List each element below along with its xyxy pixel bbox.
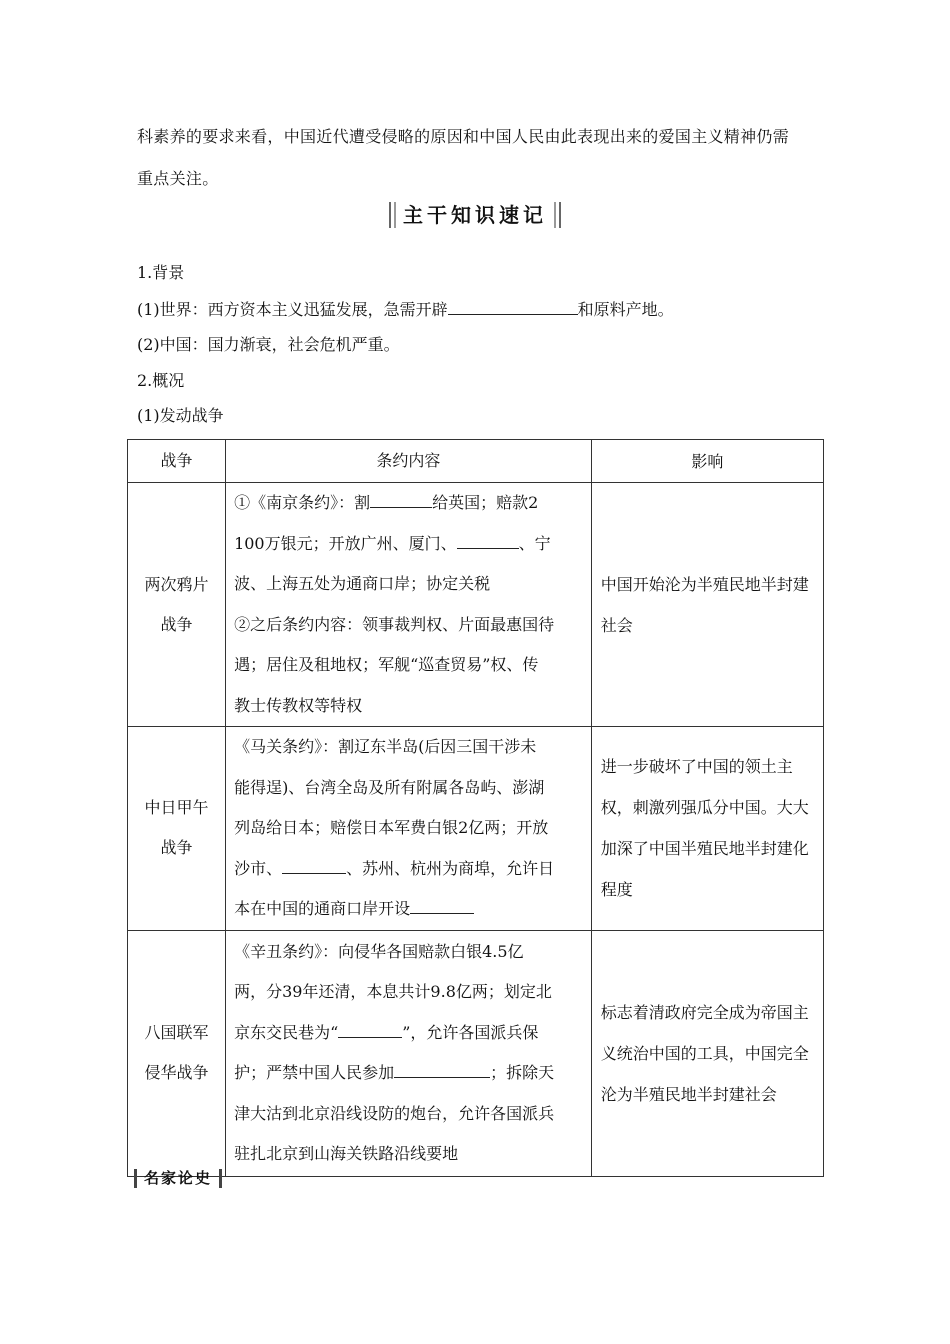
title-bar-decoration	[559, 202, 561, 228]
section-title	[0, 198, 950, 232]
header-impact: 影响	[591, 440, 823, 483]
war-name-cell: 中日甲午 战争	[128, 727, 226, 931]
war-name-cell: 两次鸦片 战争	[128, 483, 226, 727]
overview-heading: 2.概况	[137, 371, 185, 390]
section-title-text: 主干知识速记	[403, 203, 547, 227]
fill-blank[interactable]	[410, 897, 474, 914]
war-treaty-table	[127, 439, 824, 1177]
header-war: 战争	[128, 440, 226, 483]
tag-bar-decoration	[134, 1169, 137, 1188]
fill-blank[interactable]	[370, 491, 432, 508]
table-row	[128, 483, 824, 727]
intro-line-2: 重点关注。	[137, 169, 219, 188]
title-bar-decoration	[554, 202, 556, 228]
header-treaty: 条约内容	[226, 440, 592, 483]
table-row	[128, 930, 824, 1176]
impact-cell: 标志着清政府完全成为帝国主 义统治中国的工具，中国完全 沦为半殖民地半封建社会	[591, 930, 823, 1176]
fill-blank[interactable]	[394, 1061, 490, 1078]
treaty-cell: ①《南京条约》：割 给英国；赔款2 100万银元；开放广州、厦门、 、宁 波、上海五处为通商口岸；协定关税 ②之后条约内容：领事裁判权、片面最惠国待 遇；居住及租地权；军舰“巡查贸易”权、传 教士传教权等特权	[226, 483, 592, 727]
intro-line-1: 科素养的要求来看，中国近代遭受侵略的原因和中国人民由此表现出来的爱国主义精神仍需	[137, 127, 790, 146]
table-header-row	[128, 440, 824, 483]
tag-bar-decoration	[219, 1169, 222, 1188]
intro-paragraph	[137, 116, 827, 200]
background-world: (1)世界：西方资本主义迅猛发展，急需开辟 和原料产地。	[137, 300, 674, 319]
war-name-cell: 八国联军 侵华战争	[128, 930, 226, 1176]
title-bar-decoration	[394, 202, 396, 228]
overview-sub: (1)发动战争	[137, 406, 224, 425]
fill-blank[interactable]	[338, 1021, 402, 1038]
impact-cell: 中国开始沦为半殖民地半封建 社会	[591, 483, 823, 727]
background-china: (2)中国：国力渐衰，社会危机严重。	[137, 335, 400, 354]
section-tag	[134, 1166, 222, 1190]
fill-blank[interactable]	[448, 298, 578, 315]
treaty-cell: 《辛丑条约》：向侵华各国赔款白银4.5亿 两，分39年还清，本息共计9.8亿两；划定北 京东交民巷为“ ”，允许各国派兵保 护；严禁中国人民参加 ；拆除天 津大沽到北京沿线设防的炮台，允许各国派兵 驻扎北京到山海关铁路沿线要地	[226, 930, 592, 1176]
fill-blank[interactable]	[457, 532, 519, 549]
fill-blank[interactable]	[282, 857, 346, 874]
background-heading: 1.背景	[137, 263, 185, 282]
treaty-cell: 《马关条约》：割辽东半岛(后因三国干涉未 能得逞)、台湾全岛及所有附属各岛屿、澎湖 列岛给日本；赔偿日本军费白银2亿两；开放 沙市、 、苏州、杭州为商埠，允许日 本在中国的通商口岸开设	[226, 727, 592, 931]
title-bar-decoration	[389, 202, 391, 228]
impact-cell: 进一步破坏了中国的领土主 权，刺激列强瓜分中国。大大 加深了中国半殖民地半封建化 程度	[591, 727, 823, 931]
table-row	[128, 727, 824, 931]
section-tag-text: 名家论史	[144, 1169, 213, 1187]
